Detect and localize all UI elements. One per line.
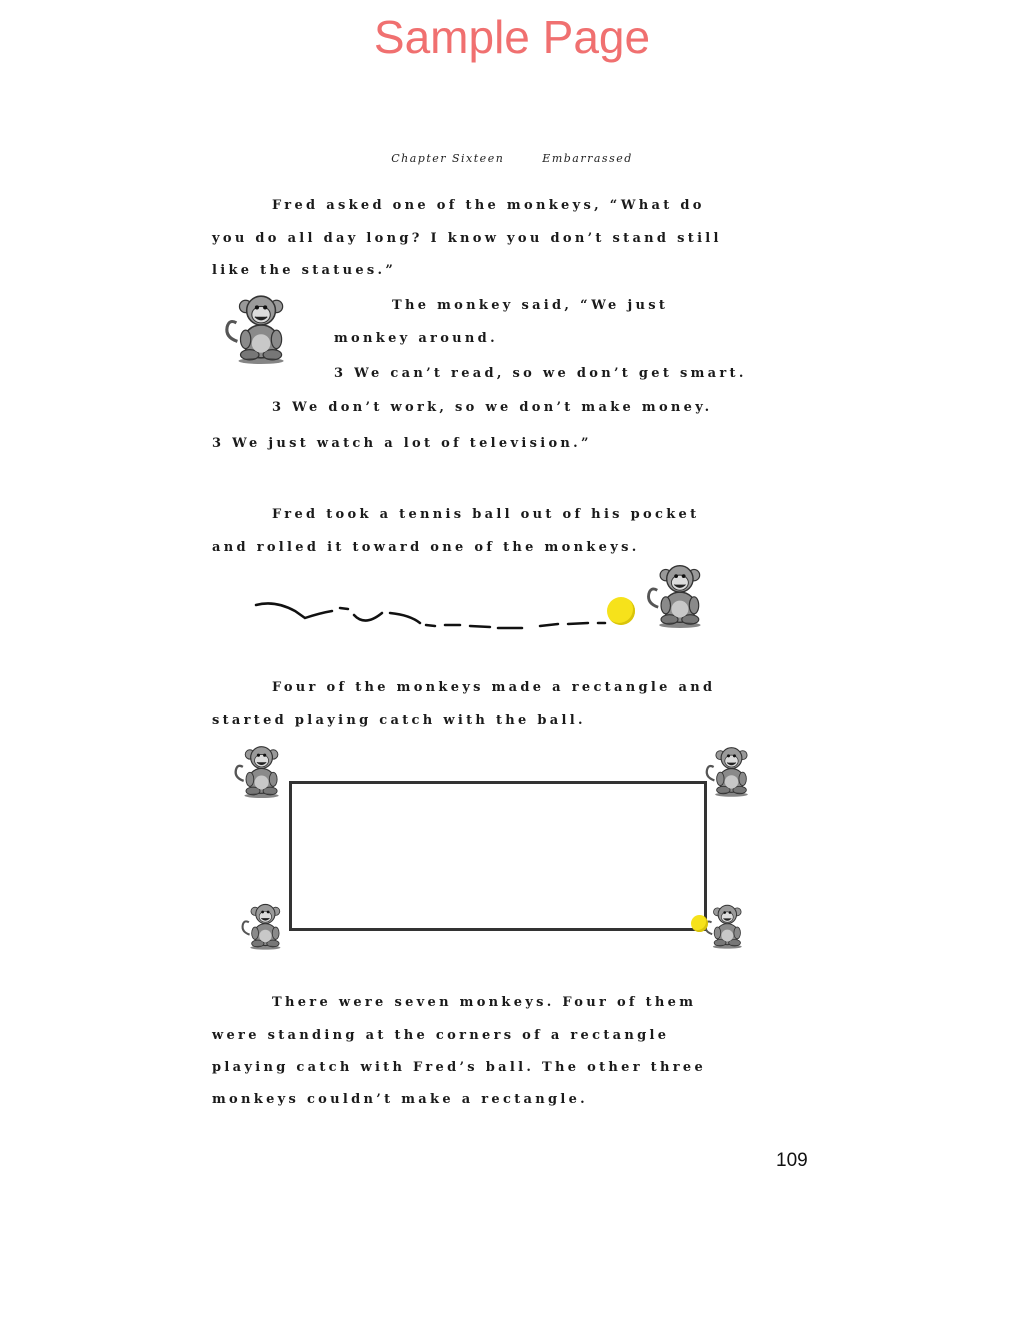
ball-roll-path [250, 595, 620, 640]
text-line: 3 We don’t work, so we don’t make money. [272, 400, 713, 415]
monkey-icon [703, 900, 749, 950]
text-line: The monkey said, “We just [392, 298, 669, 313]
text-line: monkey around. [334, 331, 498, 346]
text-line: 3 We just watch a lot of television.” [212, 436, 592, 451]
text-line: Fred asked one of the monkeys, “What do [272, 198, 705, 213]
text-line: like the statues.” [212, 263, 397, 278]
chapter-label: Chapter Sixteen [391, 152, 505, 165]
text-line: monkeys couldn’t make a rectangle. [212, 1092, 589, 1107]
text-line: Four of the monkeys made a rectangle and [272, 680, 716, 695]
monkey-icon [222, 290, 296, 364]
text-line: playing catch with Fred’s ball. The other three [212, 1060, 707, 1075]
text-line: 3 We can’t read, so we don’t get smart. [334, 366, 747, 381]
text-line: There were seven monkeys. Four of them [272, 995, 697, 1010]
text-line: and rolled it toward one of the monkeys. [212, 540, 640, 555]
text-line: were standing at the corners of a rectangle [212, 1028, 670, 1043]
monkey-icon [645, 560, 711, 628]
text-line: started playing catch with the ball. [212, 713, 586, 728]
tennis-ball-icon [691, 915, 708, 932]
sample-page-watermark: Sample Page [373, 11, 651, 63]
page-number: 109 [776, 1150, 808, 1171]
chapter-title: Embarrassed [542, 152, 633, 165]
tennis-ball-icon [607, 597, 635, 625]
monkey-rectangle [289, 781, 707, 931]
monkey-icon [704, 742, 756, 798]
chapter-header [0, 152, 1024, 165]
monkey-icon [240, 900, 288, 950]
text-line: Fred took a tennis ball out of his pocket [272, 507, 700, 522]
monkey-icon [232, 742, 288, 798]
text-line: you do all day long? I know you don’t stand still [212, 231, 722, 246]
